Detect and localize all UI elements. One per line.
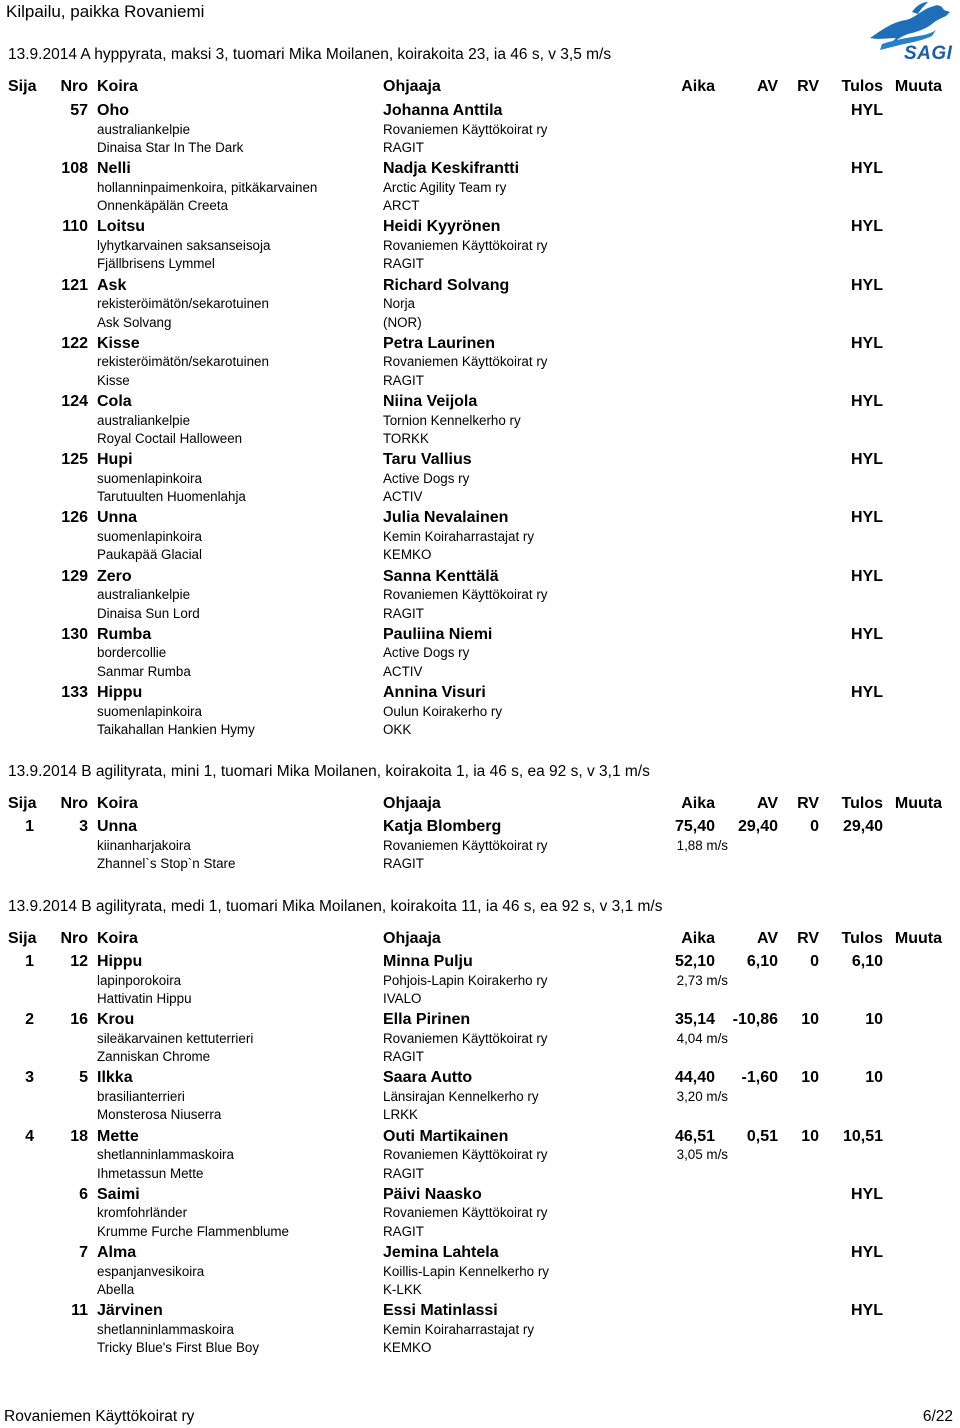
start-number: 129 bbox=[61, 567, 88, 585]
club-abbreviation: RAGIT bbox=[383, 256, 424, 272]
entry-breed-row bbox=[0, 354, 960, 372]
club-abbreviation: ARCT bbox=[383, 198, 420, 214]
breed: shetlanninlammaskoira bbox=[97, 1321, 234, 1337]
start-number: 16 bbox=[70, 1011, 88, 1029]
club-abbreviation: RAGIT bbox=[383, 1223, 424, 1239]
entry-breed-row bbox=[0, 973, 960, 991]
col-nro: Nro bbox=[60, 930, 88, 947]
time-faults: -10,86 bbox=[732, 1011, 778, 1029]
registered-name: Ihmetassun Mette bbox=[97, 1165, 204, 1181]
result-entry bbox=[0, 1011, 960, 1069]
start-number: 11 bbox=[71, 1302, 88, 1320]
column-header-row bbox=[0, 78, 960, 98]
handler-name: Katja Blomberg bbox=[383, 818, 502, 835]
time-faults: 29,40 bbox=[737, 818, 778, 835]
club: Tornion Kennelkerho ry bbox=[383, 412, 521, 428]
col-aika: Aika bbox=[681, 78, 715, 95]
handler-name: Ella Pirinen bbox=[383, 1011, 471, 1029]
course-faults: 10 bbox=[801, 1069, 819, 1087]
dog-name: Alma bbox=[97, 1244, 137, 1261]
dog-name: Zero bbox=[97, 567, 132, 585]
handler-name: Jemina Lahtela bbox=[383, 1244, 499, 1261]
result-entry bbox=[0, 218, 960, 276]
speed: 3,05 m/s bbox=[676, 1147, 728, 1163]
club: Rovaniemen Käyttökoirat ry bbox=[383, 1147, 548, 1163]
result-status: HYL bbox=[851, 218, 883, 236]
col-sija: Sija bbox=[8, 930, 37, 947]
registered-name: Fjällbrisens Lymmel bbox=[97, 256, 215, 272]
section-title: 13.9.2014 A hyppyrata, maksi 3, tuomari Mika Moilanen, koirakoita 23, ia 46 s, v 3,5 m/s bbox=[8, 46, 612, 63]
registered-name: Sanmar Rumba bbox=[97, 663, 191, 679]
total-result: 10,51 bbox=[842, 1127, 883, 1145]
breed: australiankelpie bbox=[97, 412, 191, 428]
club: Länsirajan Kennelkerho ry bbox=[383, 1088, 539, 1104]
entry-breed-row bbox=[0, 1031, 960, 1049]
col-rv: RV bbox=[797, 795, 819, 812]
total-result: 6,10 bbox=[851, 953, 883, 970]
course-faults: 0 bbox=[810, 818, 819, 835]
total-result: 10 bbox=[865, 1069, 883, 1087]
col-muuta: Muuta bbox=[894, 930, 942, 947]
result-entry bbox=[0, 818, 960, 876]
result-status: HYL bbox=[851, 625, 883, 643]
start-number: 5 bbox=[79, 1069, 88, 1087]
club: Kemin Koiraharrastajat ry bbox=[383, 528, 535, 544]
placing: 3 bbox=[25, 1069, 34, 1087]
entry-registered-row bbox=[0, 140, 960, 158]
speed: 1,88 m/s bbox=[676, 837, 728, 853]
handler-name: Johanna Anttila bbox=[383, 102, 503, 119]
breed: shetlanninlammaskoira bbox=[97, 1147, 234, 1163]
course-faults: 10 bbox=[801, 1127, 819, 1145]
result-entry bbox=[0, 277, 960, 335]
entry-registered-row bbox=[0, 1107, 960, 1125]
col-koira: Koira bbox=[97, 930, 138, 947]
start-number: 124 bbox=[61, 393, 88, 410]
club-abbreviation: RAGIT bbox=[383, 1165, 424, 1181]
time-faults: 0,51 bbox=[746, 1127, 778, 1145]
handler-name: Annina Visuri bbox=[383, 684, 486, 701]
dog-name: Unna bbox=[97, 818, 137, 835]
result-entry bbox=[0, 393, 960, 451]
col-ohjaaja: Ohjaaja bbox=[383, 78, 441, 95]
result-entry bbox=[0, 509, 960, 567]
breed: suomenlapinkoira bbox=[97, 470, 202, 486]
dog-name: Unna bbox=[97, 509, 137, 527]
dog-name: Kisse bbox=[97, 334, 140, 352]
start-number: 18 bbox=[70, 1127, 88, 1145]
entry-registered-row bbox=[0, 1224, 960, 1242]
result-status: HYL bbox=[851, 1302, 883, 1320]
club: Arctic Agility Team ry bbox=[383, 179, 507, 195]
club: Koillis-Lapin Kennelkerho ry bbox=[383, 1263, 549, 1279]
entry-breed-row bbox=[0, 645, 960, 663]
registered-name: Monsterosa Niuserra bbox=[97, 1107, 222, 1123]
club: Rovaniemen Käyttökoirat ry bbox=[383, 1205, 548, 1221]
dog-name: Hupi bbox=[97, 451, 133, 469]
time: 44,40 bbox=[674, 1069, 715, 1087]
club-abbreviation: RAGIT bbox=[383, 140, 424, 155]
entry-breed-row bbox=[0, 471, 960, 489]
result-entry bbox=[0, 160, 960, 218]
breed: lyhytkarvainen saksanseisoja bbox=[97, 237, 271, 253]
col-av: AV bbox=[756, 78, 778, 95]
entry-main-row bbox=[0, 818, 960, 836]
entry-registered-row bbox=[0, 1166, 960, 1184]
breed: rekisteröimätön/sekarotuinen bbox=[97, 354, 269, 370]
registered-name: Krumme Furche Flammenblume bbox=[97, 1223, 289, 1239]
entry-breed-row bbox=[0, 1322, 960, 1340]
dog-name: Rumba bbox=[97, 625, 152, 643]
club: Oulun Koirakerho ry bbox=[383, 703, 503, 719]
course-faults: 0 bbox=[810, 953, 819, 970]
start-number: 7 bbox=[79, 1244, 88, 1261]
entry-main-row bbox=[0, 684, 960, 702]
footer-club: Rovaniemen Käyttökoirat ry bbox=[4, 1408, 195, 1425]
start-number: 126 bbox=[61, 509, 88, 527]
col-tulos: Tulos bbox=[841, 78, 883, 95]
course-faults: 10 bbox=[801, 1011, 819, 1029]
breed: australiankelpie bbox=[97, 121, 191, 137]
entry-main-row bbox=[0, 509, 960, 527]
breed: espanjanvesikoira bbox=[97, 1263, 205, 1279]
entry-registered-row bbox=[0, 547, 960, 565]
result-entry bbox=[0, 102, 960, 160]
entry-registered-row bbox=[0, 606, 960, 624]
result-status: HYL bbox=[851, 334, 883, 352]
column-header-row bbox=[0, 795, 960, 815]
entry-registered-row bbox=[0, 373, 960, 391]
result-status: HYL bbox=[851, 1185, 883, 1203]
start-number: 122 bbox=[61, 334, 88, 352]
breed: lapinporokoira bbox=[97, 972, 182, 988]
start-number: 130 bbox=[61, 625, 88, 643]
entry-registered-row bbox=[0, 722, 960, 740]
result-entry bbox=[0, 684, 960, 742]
entry-main-row bbox=[0, 626, 960, 644]
col-koira: Koira bbox=[97, 795, 138, 812]
handler-name: Essi Matinlassi bbox=[383, 1302, 498, 1320]
time-faults: 6,10 bbox=[746, 953, 778, 970]
result-entry bbox=[0, 1244, 960, 1302]
entry-main-row bbox=[0, 1069, 960, 1087]
handler-name: Richard Solvang bbox=[383, 276, 510, 294]
entry-breed-row bbox=[0, 238, 960, 256]
col-muuta: Muuta bbox=[894, 795, 942, 812]
time: 46,51 bbox=[674, 1127, 715, 1145]
col-tulos: Tulos bbox=[841, 930, 883, 947]
speed: 2,73 m/s bbox=[676, 972, 728, 988]
col-ohjaaja: Ohjaaja bbox=[383, 795, 441, 812]
entry-breed-row bbox=[0, 704, 960, 722]
result-status: HYL bbox=[851, 451, 883, 469]
registered-name: Taikahallan Hankien Hymy bbox=[97, 722, 255, 737]
entry-main-row bbox=[0, 953, 960, 971]
handler-name: Outi Martikainen bbox=[383, 1127, 509, 1145]
club-abbreviation: ACTIV bbox=[383, 489, 423, 505]
club-abbreviation: ACTIV bbox=[383, 663, 423, 679]
entry-breed-row bbox=[0, 1147, 960, 1165]
col-muuta: Muuta bbox=[894, 78, 942, 95]
start-number: 108 bbox=[61, 160, 88, 178]
breed: suomenlapinkoira bbox=[97, 528, 202, 544]
result-entry bbox=[0, 335, 960, 393]
club: Active Dogs ry bbox=[383, 470, 470, 486]
entry-breed-row bbox=[0, 180, 960, 198]
entry-registered-row bbox=[0, 1282, 960, 1300]
result-entry bbox=[0, 568, 960, 626]
result-status: HYL bbox=[851, 509, 883, 527]
breed: sileäkarvainen kettuterrieri bbox=[97, 1030, 254, 1046]
entry-main-row bbox=[0, 1128, 960, 1146]
result-entry bbox=[0, 1302, 960, 1360]
start-number: 133 bbox=[61, 684, 88, 701]
handler-name: Niina Veijola bbox=[383, 393, 478, 410]
footer-page-number: 6/22 bbox=[922, 1408, 953, 1425]
entry-main-row bbox=[0, 568, 960, 586]
entry-registered-row bbox=[0, 198, 960, 216]
club-abbreviation: IVALO bbox=[383, 991, 422, 1006]
col-nro: Nro bbox=[60, 78, 88, 95]
col-aika: Aika bbox=[681, 795, 715, 812]
breed: rekisteröimätön/sekarotuinen bbox=[97, 296, 269, 312]
result-status: HYL bbox=[851, 102, 883, 119]
speed: 4,04 m/s bbox=[676, 1030, 728, 1046]
club-abbreviation: K-LKK bbox=[383, 1282, 422, 1297]
start-number: 3 bbox=[79, 818, 88, 835]
handler-name: Saara Autto bbox=[383, 1069, 473, 1087]
registered-name: Kisse bbox=[97, 372, 130, 388]
start-number: 12 bbox=[70, 953, 88, 970]
dog-name: Hippu bbox=[97, 684, 143, 701]
handler-name: Pauliina Niemi bbox=[383, 625, 493, 643]
placing: 2 bbox=[25, 1011, 34, 1029]
dog-name: Ilkka bbox=[97, 1069, 133, 1087]
club: Pohjois-Lapin Koirakerho ry bbox=[383, 972, 548, 988]
entry-breed-row bbox=[0, 838, 960, 856]
breed: hollanninpaimenkoira, pitkäkarvainen bbox=[97, 179, 318, 195]
entry-registered-row bbox=[0, 431, 960, 449]
breed: suomenlapinkoira bbox=[97, 703, 202, 719]
result-status: HYL bbox=[851, 1244, 883, 1261]
result-entry bbox=[0, 1186, 960, 1244]
entry-breed-row bbox=[0, 587, 960, 605]
entry-registered-row bbox=[0, 315, 960, 333]
dog-name: Krou bbox=[97, 1011, 135, 1029]
total-result: 29,40 bbox=[842, 818, 883, 835]
entry-registered-row bbox=[0, 664, 960, 682]
col-rv: RV bbox=[797, 930, 819, 947]
registered-name: Onnenkäpälän Creeta bbox=[97, 198, 229, 214]
result-entry bbox=[0, 451, 960, 509]
entry-main-row bbox=[0, 1011, 960, 1029]
breed: kiinanharjakoira bbox=[97, 837, 191, 853]
dog-name: Saimi bbox=[97, 1185, 140, 1203]
entry-registered-row bbox=[0, 489, 960, 507]
total-result: 10 bbox=[865, 1011, 883, 1029]
dog-name: Ask bbox=[97, 276, 127, 294]
club-abbreviation: OKK bbox=[383, 722, 412, 737]
entry-registered-row bbox=[0, 256, 960, 274]
result-status: HYL bbox=[851, 276, 883, 294]
entry-breed-row bbox=[0, 122, 960, 140]
dog-name: Mette bbox=[97, 1127, 139, 1145]
registered-name: Zanniskan Chrome bbox=[97, 1049, 211, 1065]
start-number: 110 bbox=[62, 218, 88, 236]
entry-main-row bbox=[0, 160, 960, 178]
club-abbreviation: TORKK bbox=[383, 431, 429, 446]
club: Kemin Koiraharrastajat ry bbox=[383, 1321, 535, 1337]
dog-name: Oho bbox=[97, 102, 129, 119]
entry-breed-row bbox=[0, 296, 960, 314]
col-rv: RV bbox=[797, 78, 819, 95]
time: 35,14 bbox=[674, 1011, 715, 1029]
page-title: Kilpailu, paikka Rovaniemi bbox=[6, 2, 205, 21]
handler-name: Sanna Kenttälä bbox=[383, 567, 499, 585]
entry-main-row bbox=[0, 335, 960, 353]
result-status: HYL bbox=[851, 393, 883, 410]
entry-registered-row bbox=[0, 991, 960, 1009]
entry-registered-row bbox=[0, 1049, 960, 1067]
col-aika: Aika bbox=[681, 930, 715, 947]
registered-name: Dinaisa Sun Lord bbox=[97, 605, 200, 621]
entry-breed-row bbox=[0, 529, 960, 547]
section-title: 13.9.2014 B agilityrata, medi 1, tuomari Mika Moilanen, koirakoita 11, ia 46 s, ea 92 s, v 3,1 m/s bbox=[8, 898, 663, 915]
logo-text: SAGI bbox=[904, 43, 953, 64]
breed: bordercollie bbox=[97, 645, 167, 661]
result-entry bbox=[0, 953, 960, 1011]
col-ohjaaja: Ohjaaja bbox=[383, 930, 441, 947]
dog-name: Loitsu bbox=[97, 218, 145, 236]
col-tulos: Tulos bbox=[841, 795, 883, 812]
result-entry bbox=[0, 626, 960, 684]
dog-name: Cola bbox=[97, 393, 132, 410]
result-status: HYL bbox=[851, 160, 883, 178]
dog-name: Järvinen bbox=[97, 1302, 163, 1320]
entry-main-row bbox=[0, 451, 960, 469]
entry-main-row bbox=[0, 218, 960, 236]
club-abbreviation: KEMKO bbox=[383, 547, 432, 563]
start-number: 125 bbox=[61, 451, 88, 469]
entry-main-row bbox=[0, 1302, 960, 1320]
handler-name: Minna Pulju bbox=[383, 953, 473, 970]
registered-name: Ask Solvang bbox=[97, 314, 172, 330]
registered-name: Hattivatin Hippu bbox=[97, 991, 192, 1006]
registered-name: Paukapää Glacial bbox=[97, 547, 202, 563]
col-koira: Koira bbox=[97, 78, 138, 95]
entry-breed-row bbox=[0, 1089, 960, 1107]
club: Rovaniemen Käyttökoirat ry bbox=[383, 837, 548, 853]
result-status: HYL bbox=[851, 567, 883, 585]
club-abbreviation: RAGIT bbox=[383, 1049, 424, 1065]
handler-name: Petra Laurinen bbox=[383, 334, 496, 352]
handler-name: Julia Nevalainen bbox=[383, 509, 509, 527]
col-av: AV bbox=[756, 930, 778, 947]
column-header-row bbox=[0, 930, 960, 950]
entry-registered-row bbox=[0, 1340, 960, 1358]
breed: australiankelpie bbox=[97, 587, 191, 603]
placing: 1 bbox=[25, 818, 34, 835]
club: Rovaniemen Käyttökoirat ry bbox=[383, 1030, 548, 1046]
registered-name: Zhannel`s Stop`n Stare bbox=[97, 856, 236, 871]
club-abbreviation: RAGIT bbox=[383, 605, 424, 621]
registered-name: Tricky Blue's First Blue Boy bbox=[97, 1340, 260, 1356]
entry-registered-row bbox=[0, 856, 960, 874]
start-number: 57 bbox=[70, 102, 88, 119]
club-abbreviation: RAGIT bbox=[383, 856, 424, 871]
placing: 4 bbox=[25, 1127, 34, 1145]
club-abbreviation: (NOR) bbox=[383, 314, 422, 330]
start-number: 121 bbox=[61, 276, 88, 294]
entry-main-row bbox=[0, 1244, 960, 1262]
result-status: HYL bbox=[851, 684, 883, 701]
handler-name: Heidi Kyyrönen bbox=[383, 218, 501, 236]
club: Rovaniemen Käyttökoirat ry bbox=[383, 354, 548, 370]
col-nro: Nro bbox=[60, 795, 88, 812]
club: Rovaniemen Käyttökoirat ry bbox=[383, 237, 548, 253]
breed: brasilianterrieri bbox=[97, 1088, 185, 1104]
result-entry bbox=[0, 1128, 960, 1186]
time-faults: -1,60 bbox=[741, 1069, 778, 1087]
entry-main-row bbox=[0, 393, 960, 411]
handler-name: Päivi Naasko bbox=[383, 1185, 482, 1203]
entry-breed-row bbox=[0, 413, 960, 431]
placing: 1 bbox=[25, 953, 34, 970]
club: Rovaniemen Käyttökoirat ry bbox=[383, 587, 548, 603]
club: Rovaniemen Käyttökoirat ry bbox=[383, 121, 548, 137]
entry-breed-row bbox=[0, 1205, 960, 1223]
start-number: 6 bbox=[79, 1185, 88, 1203]
dog-name: Hippu bbox=[97, 953, 143, 970]
section-title: 13.9.2014 B agilityrata, mini 1, tuomari Mika Moilanen, koirakoita 1, ia 46 s, ea 92 s, v 3,1 m/s bbox=[8, 763, 650, 780]
speed: 3,20 m/s bbox=[676, 1088, 728, 1104]
registered-name: Abella bbox=[97, 1282, 135, 1297]
time: 52,10 bbox=[674, 953, 715, 970]
col-av: AV bbox=[756, 795, 778, 812]
registered-name: Dinaisa Star In The Dark bbox=[97, 140, 244, 155]
dog-name: Nelli bbox=[97, 160, 131, 178]
handler-name: Taru Vallius bbox=[383, 451, 472, 469]
col-sija: Sija bbox=[8, 795, 37, 812]
entry-main-row bbox=[0, 102, 960, 120]
handler-name: Nadja Keskifrantti bbox=[383, 160, 520, 178]
club-abbreviation: LRKK bbox=[383, 1107, 418, 1123]
breed: kromfohrländer bbox=[97, 1205, 188, 1221]
club-abbreviation: RAGIT bbox=[383, 372, 424, 388]
club: Norja bbox=[383, 296, 415, 312]
entry-main-row bbox=[0, 277, 960, 295]
entry-main-row bbox=[0, 1186, 960, 1204]
result-entry bbox=[0, 1069, 960, 1127]
entry-breed-row bbox=[0, 1264, 960, 1282]
registered-name: Tarutuulten Huomenlahja bbox=[97, 489, 246, 505]
col-sija: Sija bbox=[8, 78, 37, 95]
registered-name: Royal Coctail Halloween bbox=[97, 431, 243, 446]
club: Active Dogs ry bbox=[383, 645, 470, 661]
club-abbreviation: KEMKO bbox=[383, 1340, 432, 1356]
time: 75,40 bbox=[674, 818, 715, 835]
